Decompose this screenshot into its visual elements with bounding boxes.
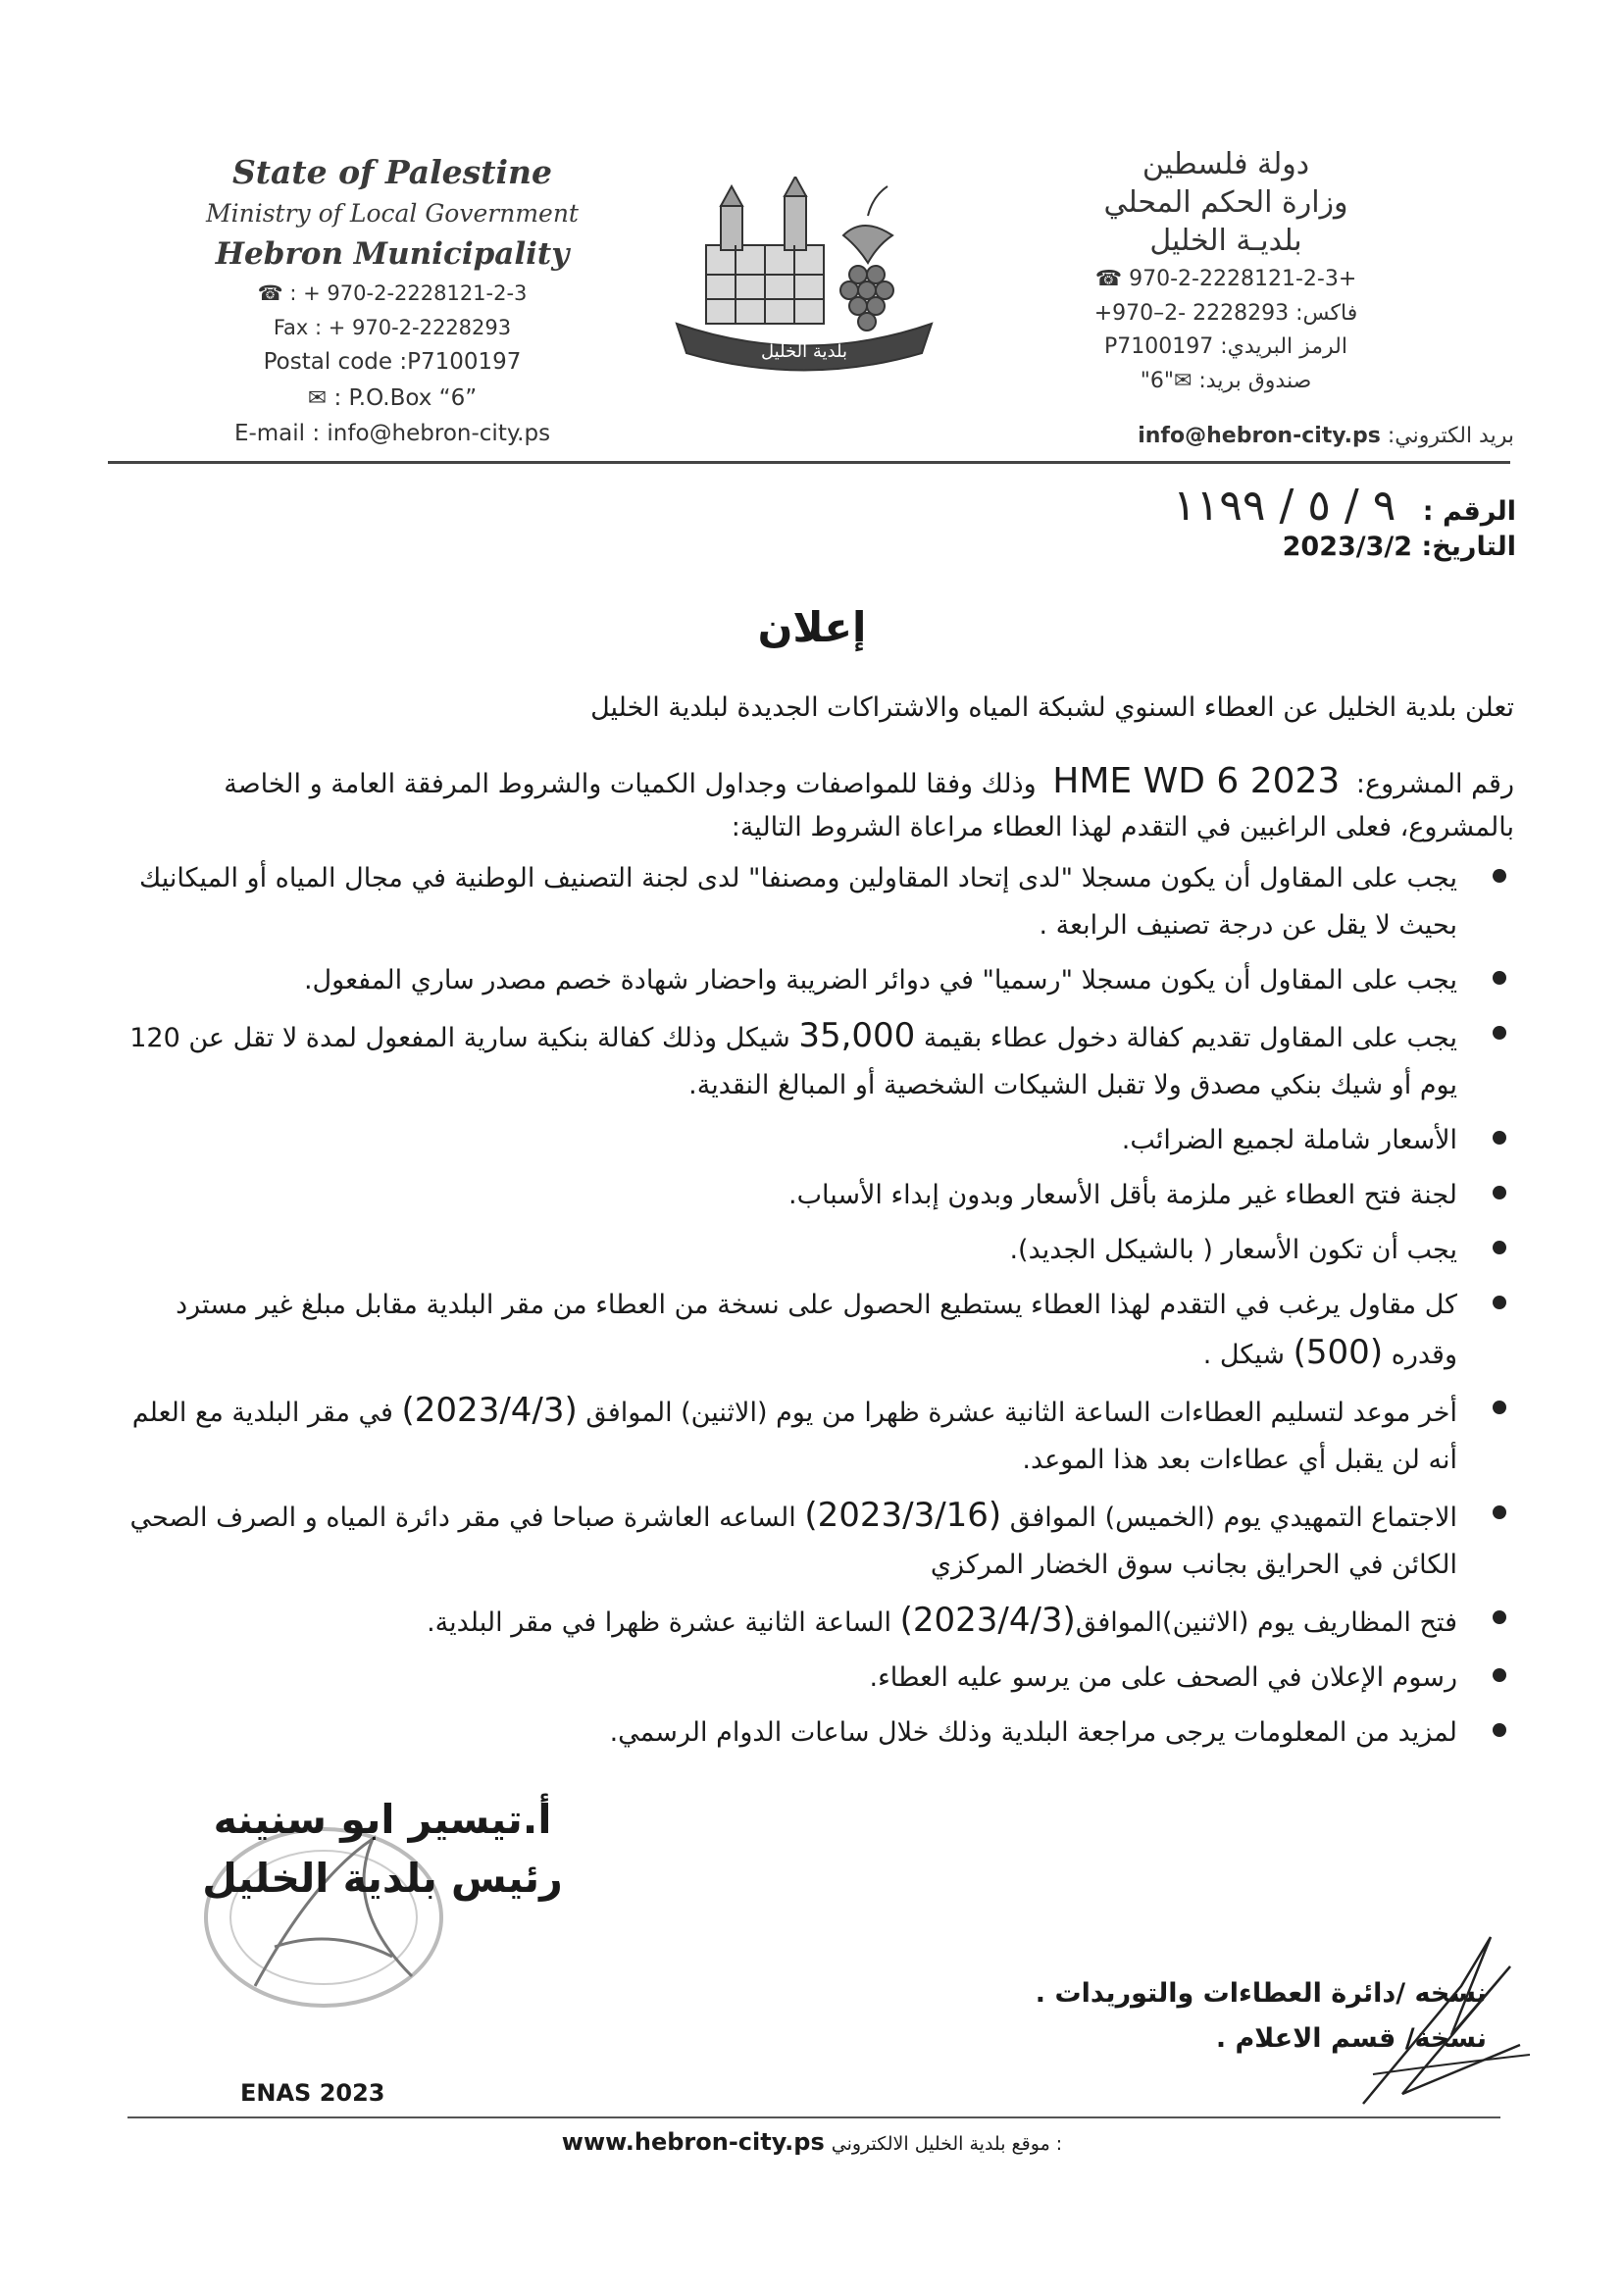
fax-ar xyxy=(1064,300,1388,329)
condition-text: فتح المظاريف يوم (الاثنين)الموافق xyxy=(1075,1607,1457,1638)
condition-item xyxy=(112,1012,1514,1109)
copy-line: نسخة/ قسم الاعلام . xyxy=(1215,2023,1487,2054)
state-name-en: State of Palestine xyxy=(231,153,553,191)
signatory-title: رئيس بلدية الخليل xyxy=(202,1855,563,1902)
condition-item xyxy=(112,957,1514,1004)
postal-ar-value: P7100197 xyxy=(1103,334,1214,360)
copy-line: نسخه /دائرة العطاءات والتوريدات . xyxy=(1035,1978,1487,2009)
conditions-list xyxy=(112,855,1514,1764)
bullet-icon xyxy=(1493,1401,1506,1414)
phone-ar-value: ☎ 970-2-2228121-2-3+ xyxy=(1094,267,1357,291)
condition-text: يجب على المقاول تقديم كفالة دخول عطاء بقيمة xyxy=(923,1023,1457,1053)
condition-item xyxy=(112,1655,1514,1702)
municipality-emblem xyxy=(667,177,941,392)
phone-en: ☎ : + 970-2-2228121-2-3 xyxy=(257,281,528,306)
fax-en: Fax : + 970-2-2228293 xyxy=(273,315,512,339)
project-prefix: رقم المشروع: xyxy=(1355,769,1514,799)
postal-en: Postal code :P7100197 xyxy=(263,348,522,375)
email-ar-label: بريد الكتروني: xyxy=(1387,424,1514,448)
condition-amount: (500) xyxy=(1293,1333,1384,1372)
ministry-name-en: Ministry of Local Government xyxy=(206,199,579,229)
condition-item xyxy=(112,1172,1514,1219)
bullet-icon xyxy=(1493,971,1506,985)
email-en: E-mail : info@hebron-city.ps xyxy=(233,421,551,447)
bullet-icon xyxy=(1493,1296,1506,1309)
project-paragraph xyxy=(102,760,1514,849)
project-rest: وذلك وفقا للمواصفات وجداول الكميات والشروط المرفقة العامة و الخاصة xyxy=(224,769,1037,799)
municipality-name-ar: بلديـة الخليل xyxy=(1149,224,1302,258)
state-name-ar: دولة فلسطين xyxy=(1142,147,1310,181)
condition-text-cont: شيكل . xyxy=(1202,1340,1286,1370)
fax-ar-value: +970–2- 2228293 xyxy=(1093,300,1290,326)
condition-item xyxy=(112,1597,1514,1647)
bullet-icon xyxy=(1493,1241,1506,1254)
footer xyxy=(0,2128,1624,2156)
announcement-title: إعلان xyxy=(757,603,867,651)
email-ar-value: info@hebron-city.ps xyxy=(1138,424,1381,448)
condition-text: أخر موعد لتسليم العطاءات الساعة الثانية عشرة ظهرا من يوم (الاثنين) الموافق xyxy=(585,1398,1457,1428)
reference-date-value: 2023/3/2 xyxy=(1282,532,1413,562)
header-divider xyxy=(108,461,1510,464)
pobox-en: ✉ : P.O.Box “6” xyxy=(307,384,478,411)
bullet-icon xyxy=(1493,1186,1506,1199)
project-code: HME WD 6 2023 xyxy=(1052,761,1341,801)
condition-text-cont: في مقر البلدية مع العلم أنه لن يقبل أي عطاءات بعد هذا الموعد. xyxy=(131,1398,1457,1475)
condition-item xyxy=(112,1227,1514,1274)
header-arabic xyxy=(1064,145,1388,395)
footer-url[interactable]: www.hebron-city.ps xyxy=(561,2128,825,2156)
header-english xyxy=(196,152,588,448)
condition-item xyxy=(112,855,1514,949)
reference-date xyxy=(1283,532,1516,562)
reference-date-label: التاريخ: xyxy=(1421,532,1516,562)
condition-text: لجنة فتح العطاء غير ملزمة بأقل الأسعار وبدون إبداء الأسباب. xyxy=(787,1180,1457,1210)
condition-item xyxy=(112,1387,1514,1484)
condition-text: يجب على المقاول أن يكون مسجلا "لدى إتحاد المقاولين ومصنفا" لدى لجنة التصنيف الوطنية في مجال المياه أو الميكانيك بحيث لا يقل عن درجة تصنيف الرابعة . xyxy=(138,863,1457,941)
fax-ar-label: فاكس: xyxy=(1295,300,1358,326)
reference-number-value: ٩ / ٥ / ١١٩٩ xyxy=(1172,481,1396,531)
handwritten-signature xyxy=(1344,1927,1540,2114)
footer-label: موقع بلدية الخليل الالكتروني : xyxy=(831,2133,1063,2155)
condition-date: (2023/4/3) xyxy=(401,1391,578,1430)
email-ar xyxy=(1138,424,1514,448)
municipality-name-en: Hebron Municipality xyxy=(215,235,570,272)
condition-item xyxy=(112,1492,1514,1589)
signatory-block xyxy=(177,1790,588,1908)
bullet-icon xyxy=(1493,1723,1506,1737)
intro-paragraph: تعلن بلدية الخليل عن العطاء السنوي لشبكة المياه والاشتراكات الجديدة لبلدية الخليل xyxy=(590,692,1514,723)
postal-ar xyxy=(1064,333,1388,362)
bullet-icon xyxy=(1493,869,1506,883)
bullet-icon xyxy=(1493,1505,1506,1519)
phone-ar xyxy=(1064,266,1388,294)
author-code: ENAS 2023 xyxy=(240,2079,385,2107)
condition-item xyxy=(112,1117,1514,1164)
pobox-ar xyxy=(1064,368,1388,396)
condition-date: (2023/4/3) xyxy=(899,1601,1076,1640)
condition-text: رسوم الإعلان في الصحف على من يرسو عليه العطاء. xyxy=(869,1662,1457,1693)
condition-date: (2023/3/16) xyxy=(804,1496,1002,1535)
condition-item xyxy=(112,1709,1514,1757)
bullet-icon xyxy=(1493,1668,1506,1682)
bullet-icon xyxy=(1493,1026,1506,1040)
condition-amount: 35,000 xyxy=(798,1016,916,1055)
ministry-name-ar: وزارة الحكم المحلي xyxy=(1103,185,1348,220)
condition-text-cont: الساعه العاشرة صباحا في مقر دائرة المياه و الصرف الصحي الكائن في الحرايق بجانب سوق الخضار المركزي xyxy=(129,1503,1457,1580)
reference-number xyxy=(1173,481,1516,531)
signatory-name: أ.تيسير ابو سنينه xyxy=(213,1796,552,1843)
condition-text-cont: شيكل وذلك كفالة بنكية سارية المفعول لمدة لا تقل عن 120 يوم أو شيك بنكي مصدق ولا تقبل الشيكات الشخصية أو المبالغ النقدية. xyxy=(129,1023,1457,1100)
condition-text: الاجتماع التمهيدي يوم (الخميس) الموافق xyxy=(1009,1503,1457,1533)
bullet-icon xyxy=(1493,1131,1506,1145)
reference-number-label: الرقم : xyxy=(1422,496,1516,527)
condition-text-cont: الساعة الثانية عشرة ظهرا في مقر البلدية. xyxy=(427,1607,891,1638)
pobox-ar-label: صندوق بريد: xyxy=(1198,368,1312,393)
condition-text: لمزيد من المعلومات يرجى مراجعة البلدية وذلك خلال ساعات الدوام الرسمي. xyxy=(609,1717,1457,1748)
bullet-icon xyxy=(1493,1610,1506,1624)
condition-item xyxy=(112,1282,1514,1379)
project-line2: بالمشروع، فعلى الراغبين في التقدم لهذا العطاء مراعاة الشروط التالية: xyxy=(731,812,1514,842)
condition-text: يجب أن تكون الأسعار ( بالشيكل الجديد). xyxy=(1009,1235,1457,1265)
condition-text: الأسعار شاملة لجميع الضرائب. xyxy=(1121,1125,1457,1155)
condition-text: كل مقاول يرغب في التقدم لهذا العطاء يستطيع الحصول على نسخة من العطاء من مقر البلدية مقابل مبلغ غير مسترد وقدره xyxy=(176,1290,1457,1370)
condition-text: يجب على المقاول أن يكون مسجلا "رسميا" في دوائر الضريبة واحضار شهادة خصم مصدر ساري المفعول. xyxy=(303,965,1457,995)
footer-divider xyxy=(127,2116,1500,2118)
postal-ar-label: الرمز البريدي: xyxy=(1220,334,1347,360)
pobox-ar-value: "6"✉ xyxy=(1140,368,1193,393)
emblem-text: بلدية الخليل xyxy=(761,341,847,362)
